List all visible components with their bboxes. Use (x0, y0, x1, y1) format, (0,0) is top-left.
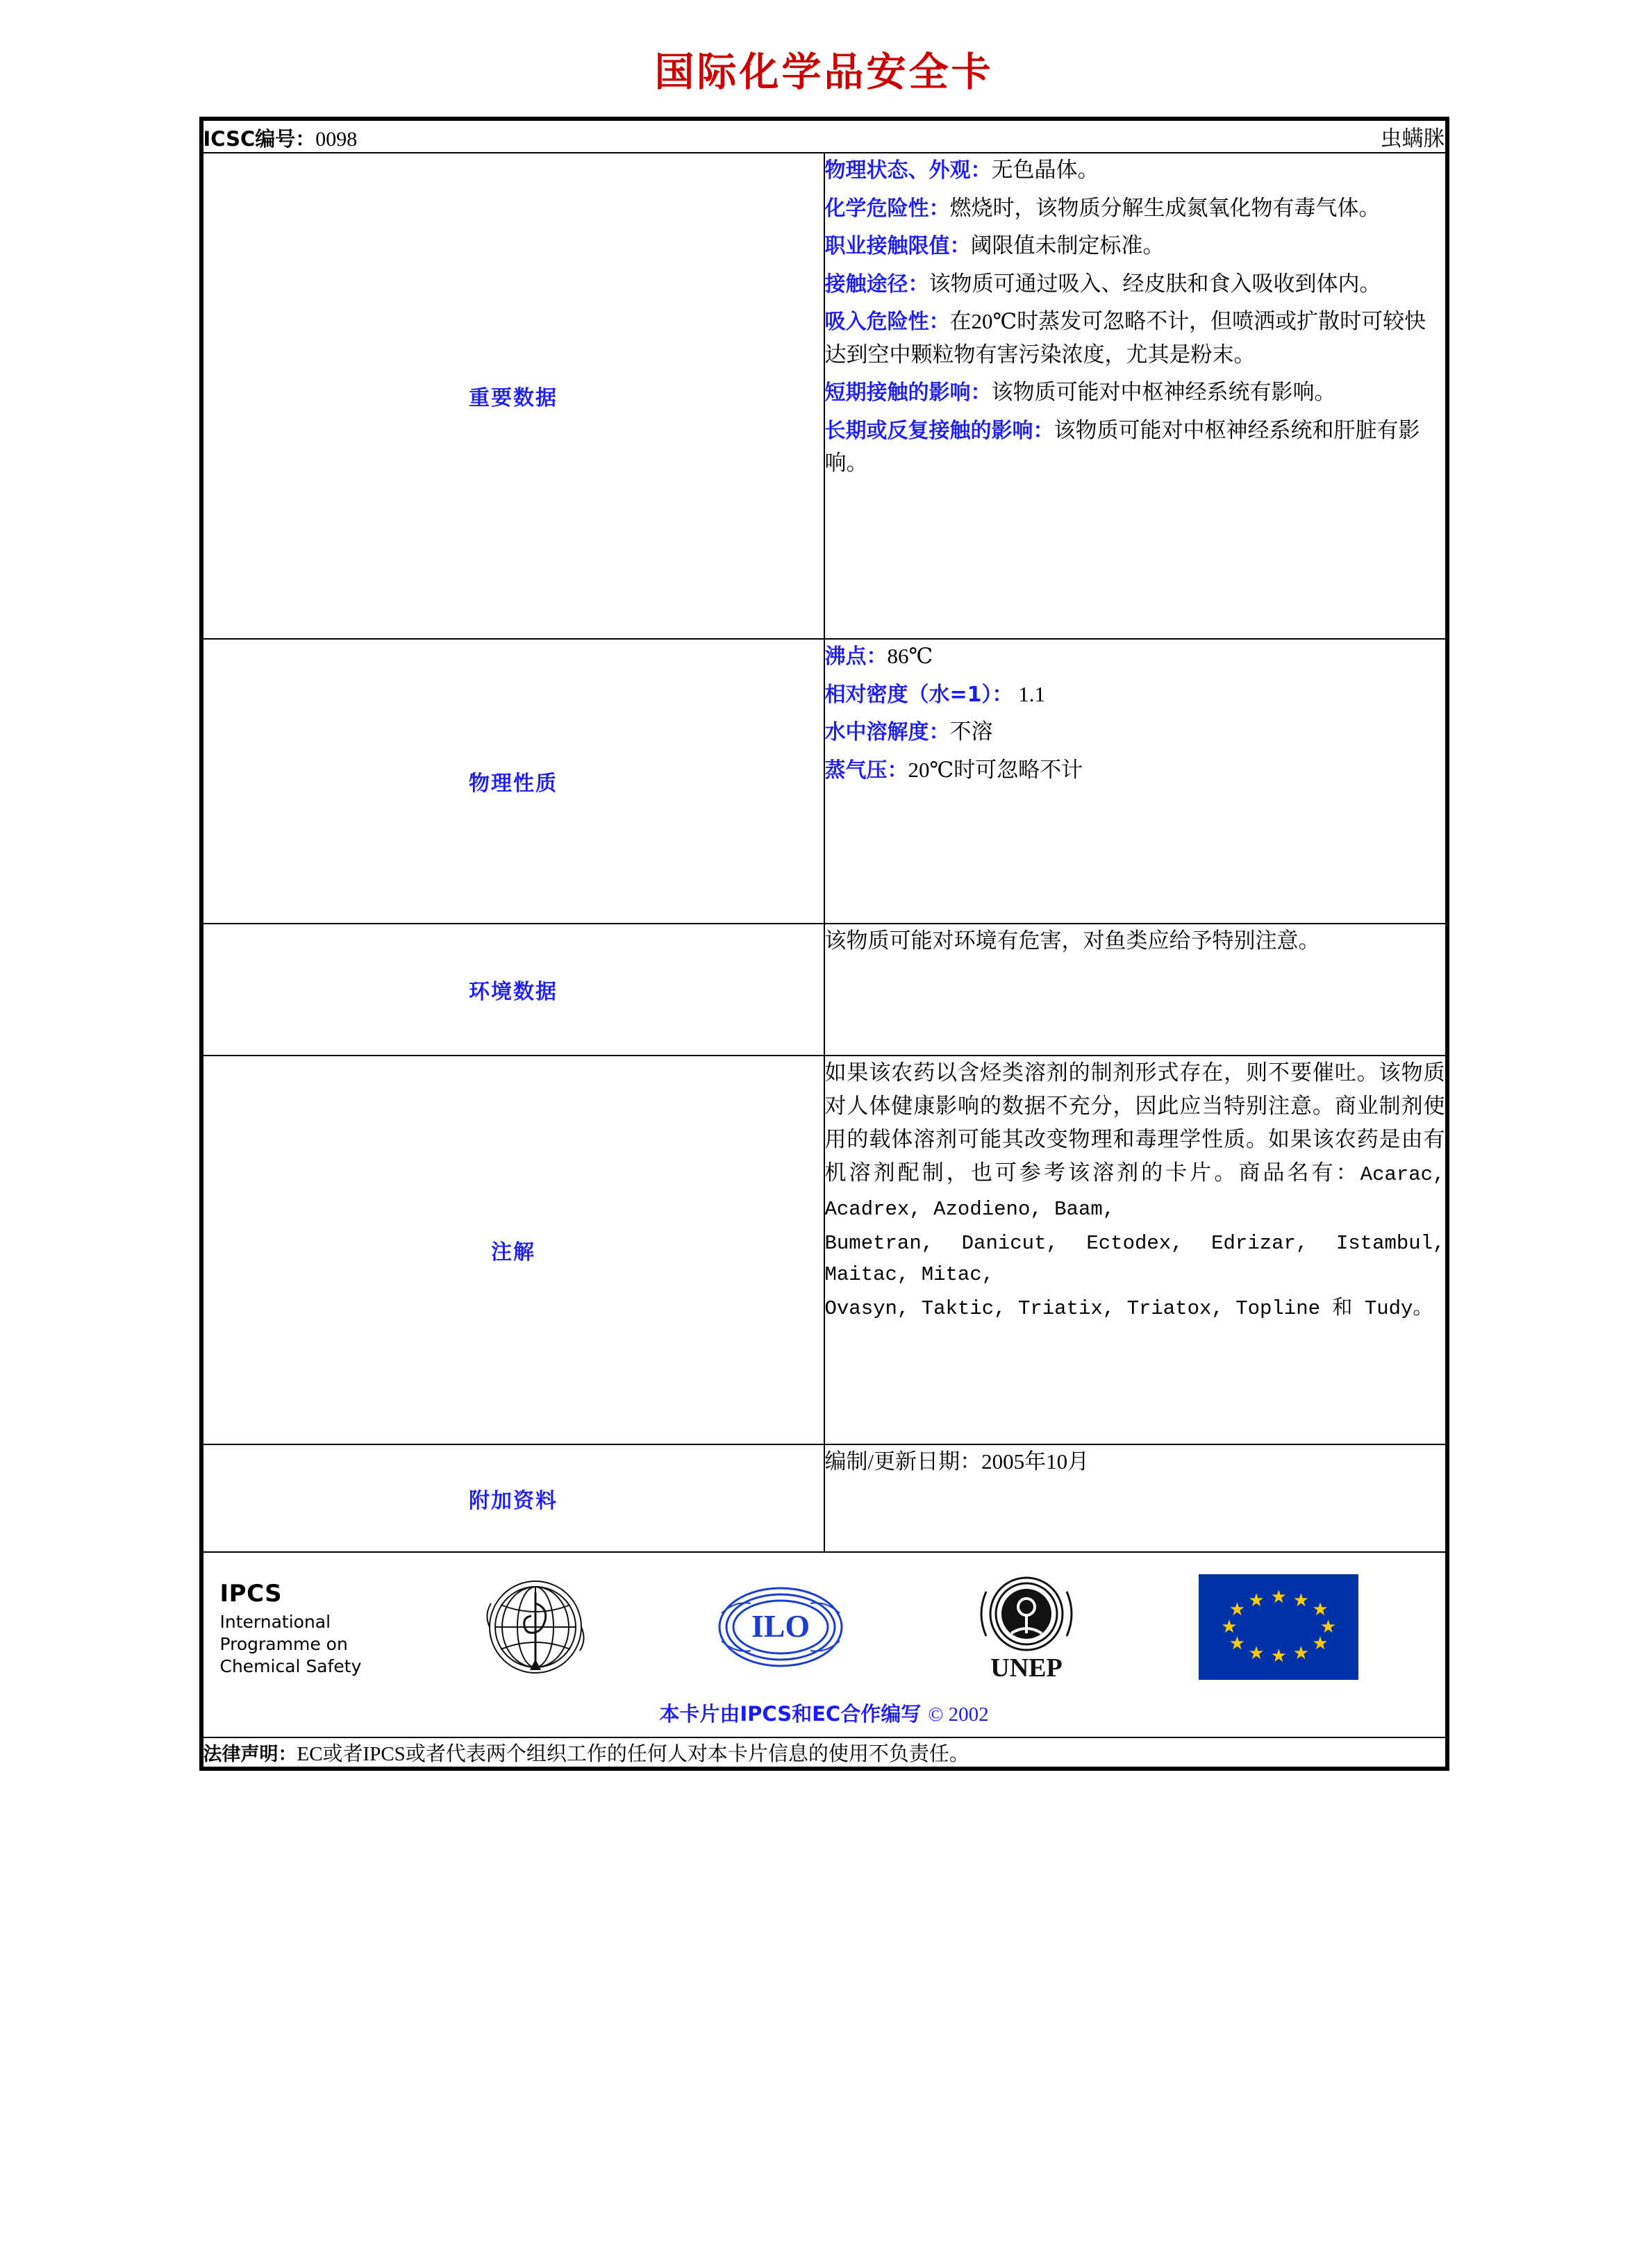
entry-text: 该物质可能对中枢神经系统和肝脏有影响。 (824, 417, 1420, 476)
eu-star-icon: ★ (1248, 1642, 1265, 1663)
trade-names-line-3: Ovasyn, Taktic, Triatix, Triatox, Topline 和 Tudy。 (824, 1296, 1433, 1320)
entry-long-term-effects (825, 414, 1445, 480)
entry-boiling-point (825, 640, 1445, 673)
eu-flag-graphic (1199, 1574, 1358, 1680)
eu-star-icon: ★ (1320, 1616, 1337, 1637)
eu-star-icon: ★ (1229, 1599, 1246, 1620)
entry-term: 物理状态、外观： (824, 158, 992, 183)
trade-names-line-2: Bumetran, Danicut, Ectodex, Edrizar, Istambul, Maitac, Mitac, (824, 1232, 1445, 1286)
card-header-cell (203, 120, 1446, 153)
entry-text: 该物质可通过吸入、经皮肤和食入吸收到体内。 (929, 271, 1381, 296)
ilo-logo-text: ILO (751, 1608, 810, 1644)
entry-exposure-limit (825, 229, 1445, 262)
legal-label: 法律声明： (203, 1744, 297, 1765)
entry-term: 沸点： (824, 644, 888, 669)
cooperation-text: 本卡片由IPCS和EC合作编写 (659, 1702, 922, 1726)
eu-star-icon: ★ (1248, 1590, 1265, 1610)
eu-star-icon: ★ (1221, 1616, 1238, 1637)
entry-inhalation-risk (825, 305, 1445, 371)
legal-text: EC或者IPCS或者代表两个组织工作的任何人对本卡片信息的使用不负责任。 (297, 1743, 969, 1765)
eu-star-icon: ★ (1292, 1590, 1310, 1610)
ipcs-block (220, 1579, 422, 1678)
entry-short-term-effects (825, 376, 1445, 409)
section-content-notes (824, 1056, 1446, 1444)
who-logo-svg (466, 1571, 605, 1683)
section-content-additional-info (824, 1444, 1446, 1552)
cooperation-note (203, 1697, 1445, 1737)
eu-star-icon: ★ (1292, 1642, 1310, 1663)
safety-card-table (202, 119, 1447, 1768)
entry-relative-density (825, 678, 1445, 711)
entry-text: 86℃ (887, 644, 933, 668)
card-header-row (203, 120, 1446, 153)
entry-term: 长期或反复接触的影响： (824, 418, 1054, 443)
entry-physical-state (825, 153, 1445, 187)
entry-text: 20℃时可忽略不计 (908, 757, 1083, 782)
who-logo (466, 1571, 605, 1686)
section-content-environmental-data (824, 924, 1446, 1056)
entry-water-solubility (825, 715, 1445, 749)
ilo-logo-svg (708, 1571, 854, 1683)
ipcs-abbreviation: IPCS (219, 1579, 283, 1608)
ipcs-line-2: Programme on (219, 1634, 348, 1655)
unep-logo-svg (957, 1568, 1096, 1686)
unep-logo-text: UNEP (990, 1653, 1063, 1683)
section-content-important-data (824, 153, 1446, 639)
ipcs-line-3: Chemical Safety (219, 1656, 362, 1677)
notes-text (825, 1056, 1445, 1226)
section-label-important-data: 重要数据 (203, 153, 824, 639)
entry-routes-of-exposure (825, 267, 1445, 301)
entry-term: 相对密度（水=1）： (824, 682, 1013, 707)
ilo-logo (708, 1571, 854, 1686)
eu-star-icon: ★ (1229, 1633, 1246, 1653)
entry-term: 职业接触限值： (824, 234, 971, 259)
copyright-text: © 2002 (928, 1703, 989, 1726)
section-label-notes: 注解 (203, 1056, 824, 1444)
section-row-additional-info (203, 1444, 1446, 1552)
section-row-notes (203, 1056, 1446, 1444)
eu-star-icon: ★ (1270, 1646, 1287, 1667)
section-row-environmental-data (203, 924, 1446, 1056)
trade-names-line-1: Acarac, Acadrex, Azodieno, Baam, (824, 1163, 1445, 1221)
section-label-physical-properties: 物理性质 (203, 639, 824, 924)
entry-text: 1.1 (1013, 681, 1046, 706)
icsc-number-label: ICSC编号： (203, 127, 316, 151)
eu-star-icon: ★ (1270, 1586, 1287, 1607)
entry-term: 接触途径： (824, 272, 929, 297)
entry-text: 阈限值未制定标准。 (970, 233, 1165, 258)
section-content-physical-properties (824, 639, 1446, 924)
entry-term: 吸入危险性： (824, 310, 950, 335)
footer-logos-cell (203, 1552, 1446, 1737)
entry-vapour-pressure (825, 753, 1445, 787)
legal-cell (203, 1737, 1446, 1767)
legal-row (203, 1737, 1446, 1767)
section-label-environmental-data: 环境数据 (203, 924, 824, 1056)
entry-text: 无色晶体。 (991, 158, 1099, 182)
substance-name: 虫螨脒 (1380, 126, 1445, 151)
page (0, 40, 1648, 2268)
section-row-important-data (203, 153, 1446, 639)
page-title: 国际化学品安全卡 (654, 49, 994, 95)
eu-star-icon: ★ (1312, 1599, 1329, 1620)
unep-logo (957, 1568, 1096, 1690)
footer-logos-row (203, 1552, 1446, 1737)
entry-text: 燃烧时，该物质分解生成氮氧化物有毒气体。 (949, 195, 1381, 220)
eu-star-icon: ★ (1312, 1633, 1329, 1653)
entry-text: 不溶 (949, 719, 993, 744)
eu-flag (1199, 1574, 1358, 1683)
entry-term: 蒸气压： (824, 758, 908, 783)
entry-term: 水中溶解度： (824, 720, 950, 745)
entry-text: 在20℃时蒸发可忽略不计，但喷洒或扩散时可较快达到空中颗粒物有害污染浓度，尤其是粉末。 (824, 309, 1426, 367)
additional-text: 编制/更新日期：2005年10月 (824, 1449, 1090, 1474)
section-row-physical-properties (203, 639, 1446, 924)
section-label-additional-info: 附加资料 (203, 1444, 824, 1552)
entry-term: 短期接触的影响： (824, 381, 992, 406)
entry-text: 该物质可能对中枢神经系统有影响。 (991, 380, 1336, 405)
environment-text: 该物质可能对环境有危害，对鱼类应给予特别注意。 (824, 928, 1320, 953)
safety-card (199, 117, 1449, 1771)
entry-term: 化学危险性： (824, 196, 950, 221)
notes-body: 如果该农药以含烃类溶剂的制剂形式存在，则不要催吐。该物质对人体健康影响的数据不充分，因此应当特别注意。商业制剂使用的载体溶剂可能其改变物理和毒理学性质。如果该农药是由有机溶剂配制，也可参考该溶剂的卡片。商品名有： (824, 1060, 1445, 1185)
icsc-id-group (203, 124, 358, 152)
ipcs-line-1: International (219, 1612, 331, 1633)
icsc-number-value: 0098 (315, 128, 358, 151)
entry-chemical-danger (825, 192, 1445, 225)
